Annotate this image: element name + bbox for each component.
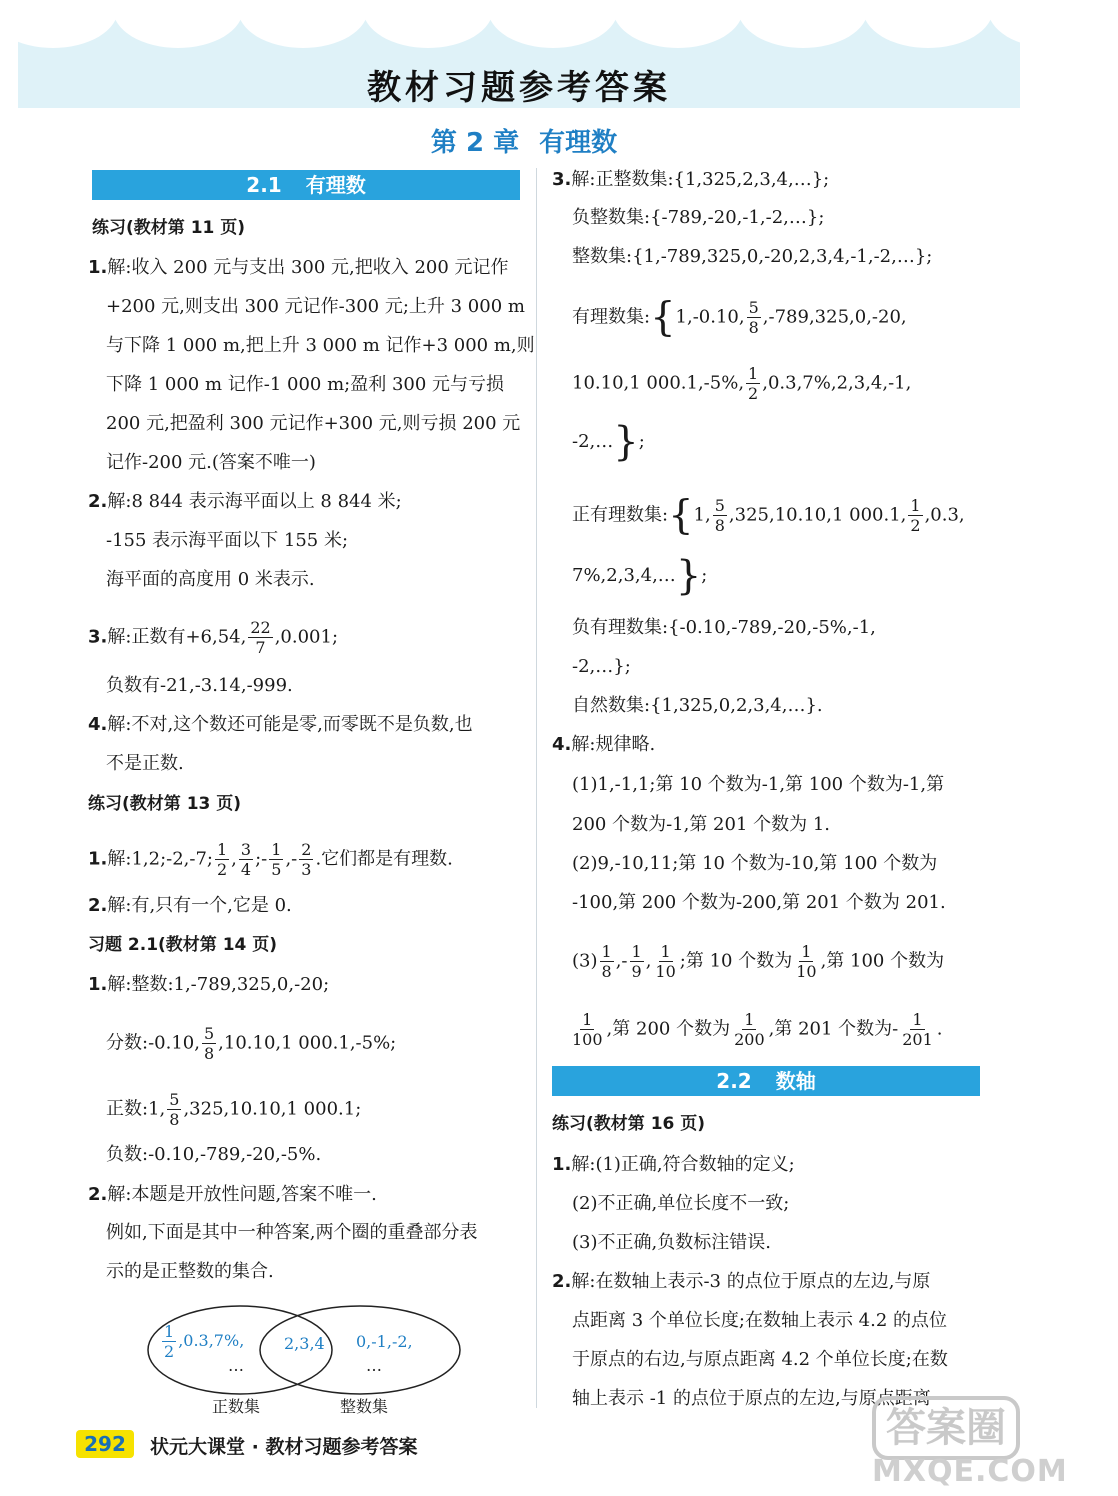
fraction: $\frac{1}{201}$ <box>902 1010 933 1049</box>
answer-line: 2.解:在数轴上表示-3 的点位于原点的左边,与原 <box>552 1271 931 1292</box>
answer-line: 下降 1 000 m 记作-1 000 m;盈利 300 元与亏损 <box>106 374 505 395</box>
answer-line: 示的是正整数的集合. <box>106 1261 274 1282</box>
answer-line: 与下降 1 000 m,把上升 3 000 m 记作+3 000 m,则 <box>106 335 535 356</box>
answer-line: 轴上表示 -1 的点位于原点的左边,与原点距离 <box>572 1388 931 1409</box>
answer-line: 点距离 3 个单位长度;在数轴上表示 4.2 的点位 <box>572 1310 948 1331</box>
header-banner <box>18 8 1020 108</box>
exercise-heading: 练习(教材第 11 页) <box>92 218 246 238</box>
answer-line: 3.解:正数有+6,54, $\frac{22}{7}$ ,0.001; <box>88 618 339 657</box>
fraction: $\frac{1}{2}$ <box>748 364 759 403</box>
answer-line: 1.解:1,2;-2,-7; $\frac{1}{2}$ , $\frac{3}{4}$ ;- $\frac{1}{5}$ ,- $\frac{2}{3}$ .它们都是有理数. <box>88 840 453 879</box>
answer-line: (3) $\frac{1}{8}$ ,- $\frac{1}{9}$ , $\frac{1}{10}$ ;第 10 个数为 $\frac{1}{10}$ ,第 100 个数为 <box>572 942 945 981</box>
section-title: 有理数 <box>305 173 366 197</box>
chapter-number: 第 2 章 <box>430 128 520 158</box>
fraction: $\frac{3}{4}$ <box>240 840 252 879</box>
answer-line: 整数集:{1,-789,325,0,-20,2,3,4,-1,-2,…}; <box>572 246 933 267</box>
answer-line: 2.解:本题是开放性问题,答案不唯一. <box>88 1184 377 1205</box>
answer-line: (2)9,-10,11;第 10 个数为-10,第 100 个数为 <box>572 853 938 874</box>
page-number: 292 <box>76 1430 134 1458</box>
section-bar-2-1 <box>92 170 520 200</box>
answer-line: 负数:-0.10,-789,-20,-5%. <box>106 1144 322 1165</box>
fraction: $\frac{1}{10}$ <box>796 942 817 981</box>
section-number: 2.2 <box>716 1069 752 1093</box>
venn-label-integer: 整数集 <box>340 1397 389 1416</box>
answer-line: 2.解:8 844 表示海平面以上 8 844 米; <box>88 491 402 512</box>
answer-line: 负整数集:{-789,-20,-1,-2,…}; <box>572 207 825 228</box>
answer-line: 不是正数. <box>106 753 184 774</box>
answer-line: 200 元,把盈利 300 元记作+300 元,则亏损 200 元 <box>106 413 521 434</box>
fraction: $\frac{5}{8}$ <box>203 1024 215 1063</box>
footer-text: 状元大课堂 · 教材习题参考答案 <box>150 1436 418 1458</box>
answer-line: 例如,下面是其中一种答案,两个圈的重叠部分表 <box>106 1222 478 1243</box>
answer-line: -155 表示海平面以下 155 米; <box>106 530 349 551</box>
watermark-badge: 答案圈 <box>872 1396 1020 1460</box>
fraction: $\frac{1}{100}$ <box>572 1010 603 1049</box>
answer-line: $\frac{1}{100}$ ,第 200 个数为 $\frac{1}{200}$ ,第 201 个数为- $\frac{1}{201}$ . <box>572 1010 943 1049</box>
section-title: 数轴 <box>775 1069 816 1093</box>
answer-line: 4.解:不对,这个数还可能是零,而零既不是负数,也 <box>88 714 473 735</box>
answer-line: -2,…}; <box>572 656 631 677</box>
answer-line: -100,第 200 个数为-200,第 201 个数为 201. <box>572 892 946 913</box>
answer-line: 200 个数为-1,第 201 个数为 1. <box>572 814 831 835</box>
fraction: $\frac{1}{5}$ <box>271 840 282 879</box>
page-title: 教材习题参考答案 <box>367 68 671 108</box>
fraction: $\frac{1}{10}$ <box>655 942 676 981</box>
venn-label-positive: 正数集 <box>212 1397 261 1416</box>
fraction: $\frac{22}{7}$ <box>250 618 271 657</box>
answer-line: 分数:-0.10, $\frac{5}{8}$ ,10.10,1 000.1,-5%; <box>106 1024 397 1063</box>
answer-line: 负有理数集:{-0.10,-789,-20,-5%,-1, <box>572 617 876 638</box>
answer-line: 3.解:正整数集:{1,325,2,3,4,…}; <box>552 169 830 190</box>
answer-line: -2,…}; <box>572 419 645 465</box>
answer-line: 1.解:整数:1,-789,325,0,-20; <box>88 974 330 995</box>
section-number: 2.1 <box>246 173 282 197</box>
answer-line: 于原点的右边,与原点距离 4.2 个单位长度;在数 <box>572 1349 948 1370</box>
venn-left-region: $\frac{1}{2}$ ,0.3,7%, <box>164 1322 245 1361</box>
answer-line: 记作-200 元.(答案不唯一) <box>106 452 316 473</box>
answer-line: 负数有-21,-3.14,-999. <box>106 675 293 696</box>
exercise-heading: 练习(教材第 16 页) <box>552 1114 706 1134</box>
venn-overlap: 2,3,4 <box>284 1334 325 1353</box>
fraction: $\frac{1}{2}$ <box>164 1322 175 1361</box>
answer-line: 有理数集:{1,-0.10, $\frac{5}{8}$ ,-789,325,0,-20, <box>572 294 907 341</box>
answer-line: 7%,2,3,4,…}; <box>572 553 708 599</box>
answer-line: 自然数集:{1,325,0,2,3,4,…}. <box>572 695 823 716</box>
fraction: $\frac{1}{2}$ <box>216 840 228 879</box>
exercise-heading: 习题 2.1(教材第 14 页) <box>88 935 278 955</box>
watermark-url: MXQE.COM <box>872 1454 1068 1489</box>
fraction: $\frac{2}{3}$ <box>301 840 312 879</box>
answer-line: 10.10,1 000.1,-5%, $\frac{1}{2}$ ,0.3,7%,2,3,4,-1, <box>572 364 912 403</box>
answer-line: 正有理数集:{1, $\frac{5}{8}$ ,325,10.10,1 000.1, $\frac{1}{2}$ ,0.3, <box>572 492 965 539</box>
fraction: $\frac{5}{8}$ <box>748 298 759 337</box>
venn-right-region: 0,-1,-2, <box>356 1332 413 1351</box>
answer-line: 1.解:(1)正确,符合数轴的定义; <box>552 1154 795 1175</box>
answer-line: (2)不正确,单位长度不一致; <box>572 1193 790 1214</box>
chapter-title: 有理数 <box>539 128 618 158</box>
answer-line: 2.解:有,只有一个,它是 0. <box>88 895 292 916</box>
section-bar-2-2 <box>552 1066 980 1096</box>
fraction: $\frac{5}{8}$ <box>714 496 725 535</box>
fraction: $\frac{1}{200}$ <box>734 1010 765 1049</box>
answer-line: 1.解:收入 200 元与支出 300 元,把收入 200 元记作 <box>88 257 509 278</box>
answer-line: +200 元,则支出 300 元记作-300 元;上升 3 000 m <box>106 296 525 317</box>
answer-line: (1)1,-1,1;第 10 个数为-1,第 100 个数为-1,第 <box>572 774 945 795</box>
answer-line: 海平面的高度用 0 米表示. <box>106 569 315 590</box>
exercise-heading: 练习(教材第 13 页) <box>88 794 242 814</box>
fraction: $\frac{1}{8}$ <box>601 942 612 981</box>
fraction: $\frac{5}{8}$ <box>169 1090 180 1129</box>
answer-line: 正数:1, $\frac{5}{8}$ ,325,10.10,1 000.1; <box>106 1090 362 1129</box>
chapter-heading <box>0 122 1048 159</box>
venn-right-dots: … <box>366 1356 382 1375</box>
answer-line: (3)不正确,负数标注错误. <box>572 1232 771 1253</box>
fraction: $\frac{1}{2}$ <box>910 496 921 535</box>
venn-left-dots: … <box>228 1356 244 1375</box>
answer-line: 4.解:规律略. <box>552 734 656 755</box>
column-divider <box>536 168 537 1408</box>
fraction: $\frac{1}{9}$ <box>631 942 642 981</box>
